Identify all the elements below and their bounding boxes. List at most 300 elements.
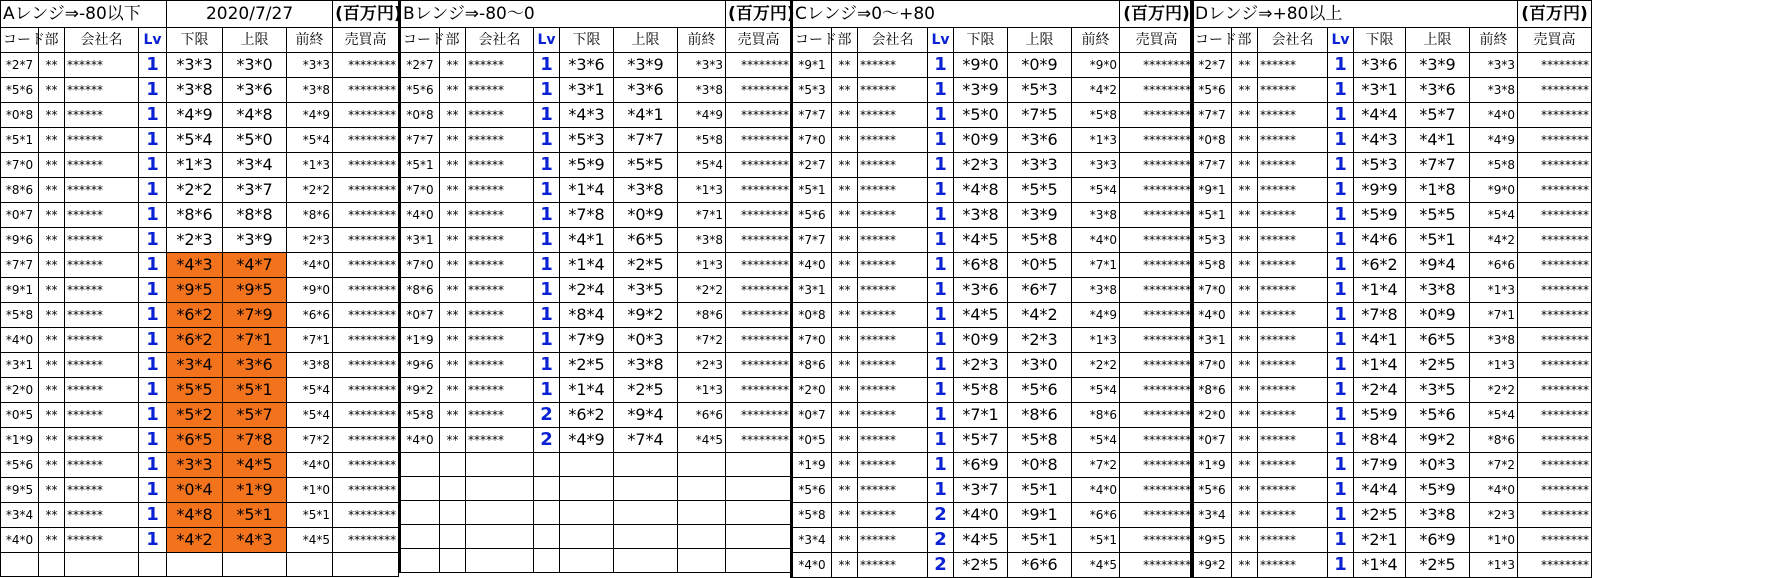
cell-upper[interactable]: *7*9 [223, 303, 287, 328]
cell-code[interactable]: *5*8 [792, 503, 832, 528]
cell-lower[interactable]: *3*8 [954, 203, 1008, 228]
cell-prev[interactable]: *4*0 [1072, 478, 1120, 503]
cell-name[interactable]: ****** [65, 103, 139, 128]
cell-name[interactable]: ****** [466, 278, 534, 303]
cell-lower[interactable]: *4*4 [1354, 103, 1406, 128]
cell-code[interactable]: *7*0 [1192, 278, 1232, 303]
cell-lower[interactable]: *7*8 [1354, 303, 1406, 328]
cell-lower[interactable]: *3*6 [560, 53, 614, 78]
cell-prev[interactable]: *5*4 [287, 378, 333, 403]
cell-sales[interactable]: ******** [333, 303, 399, 328]
cell-sales[interactable]: ******** [1120, 78, 1194, 103]
cell-lv[interactable]: 1 [1328, 453, 1354, 478]
cell-lower[interactable]: *3*4 [167, 353, 223, 378]
cell-code[interactable]: *0*5 [792, 428, 832, 453]
cell-name[interactable]: ****** [466, 428, 534, 453]
cell-upper[interactable]: *5*5 [614, 153, 678, 178]
cell-dept[interactable]: ** [832, 478, 858, 503]
cell-sales[interactable]: ******** [1120, 528, 1194, 553]
cell-code[interactable]: *3*4 [792, 528, 832, 553]
cell-upper[interactable]: *5*1 [1008, 528, 1072, 553]
cell-sales[interactable]: ******** [333, 328, 399, 353]
cell-name[interactable] [466, 477, 534, 501]
cell-sales[interactable] [726, 453, 792, 477]
cell-prev[interactable]: *5*4 [1072, 428, 1120, 453]
cell-sales[interactable]: ******** [1120, 303, 1194, 328]
cell-dept[interactable]: ** [39, 378, 65, 403]
cell-dept[interactable]: ** [832, 178, 858, 203]
cell-lv[interactable]: 1 [928, 378, 954, 403]
cell-sales[interactable]: ******** [726, 303, 792, 328]
cell-upper[interactable]: *2*5 [1406, 353, 1470, 378]
cell-dept[interactable]: ** [1232, 178, 1258, 203]
cell-dept[interactable]: ** [1232, 228, 1258, 253]
cell-code[interactable]: *3*1 [400, 228, 440, 253]
cell-code[interactable]: *9*1 [1, 278, 39, 303]
cell-name[interactable]: ****** [1258, 53, 1328, 78]
cell-code[interactable]: *2*7 [400, 53, 440, 78]
cell-dept[interactable]: ** [832, 403, 858, 428]
cell-upper[interactable]: *0*5 [1008, 253, 1072, 278]
cell-name[interactable]: ****** [858, 328, 928, 353]
cell-lower[interactable] [560, 477, 614, 501]
cell-upper[interactable] [614, 525, 678, 549]
cell-name[interactable]: ****** [858, 103, 928, 128]
cell-lower[interactable]: *5*3 [560, 128, 614, 153]
cell-code[interactable]: *4*0 [792, 253, 832, 278]
cell-lower[interactable]: *4*1 [1354, 328, 1406, 353]
cell-sales[interactable]: ******** [726, 403, 792, 428]
cell-prev[interactable]: *5*4 [1470, 403, 1518, 428]
cell-lower[interactable]: *0*4 [167, 478, 223, 503]
cell-code[interactable]: *1*9 [792, 453, 832, 478]
cell-code[interactable]: *3*1 [1, 353, 39, 378]
cell-lv[interactable]: 1 [1328, 353, 1354, 378]
cell-name[interactable]: ****** [1258, 303, 1328, 328]
cell-prev[interactable]: *3*8 [287, 353, 333, 378]
cell-code[interactable]: *1*9 [400, 328, 440, 353]
cell-sales[interactable]: ******** [333, 503, 399, 528]
cell-lower[interactable]: *4*8 [167, 503, 223, 528]
cell-lv[interactable]: 1 [534, 78, 560, 103]
cell-lower[interactable]: *4*5 [954, 303, 1008, 328]
cell-sales[interactable] [726, 501, 792, 525]
cell-lv[interactable]: 1 [139, 278, 167, 303]
cell-prev[interactable]: *7*1 [678, 203, 726, 228]
cell-name[interactable]: ****** [858, 453, 928, 478]
cell-code[interactable]: *5*6 [1192, 78, 1232, 103]
cell-sales[interactable] [726, 549, 792, 573]
cell-dept[interactable]: ** [39, 303, 65, 328]
cell-upper[interactable]: *0*8 [1008, 453, 1072, 478]
cell-upper[interactable]: *3*0 [1008, 353, 1072, 378]
cell-lower[interactable]: *5*2 [167, 403, 223, 428]
cell-name[interactable]: ****** [858, 128, 928, 153]
cell-name[interactable]: ****** [65, 378, 139, 403]
cell-lower[interactable] [560, 549, 614, 573]
cell-dept[interactable]: ** [832, 453, 858, 478]
cell-prev[interactable]: *1*3 [1470, 278, 1518, 303]
cell-upper[interactable]: *9*5 [223, 278, 287, 303]
cell-upper[interactable]: *2*5 [1406, 553, 1470, 578]
cell-lower[interactable]: *6*2 [167, 328, 223, 353]
cell-sales[interactable]: ******** [1518, 278, 1592, 303]
cell-lower[interactable]: *8*4 [1354, 428, 1406, 453]
cell-prev[interactable]: *1*0 [287, 478, 333, 503]
cell-sales[interactable]: ******** [1120, 503, 1194, 528]
cell-lower[interactable]: *1*4 [1354, 278, 1406, 303]
cell-sales[interactable] [726, 525, 792, 549]
cell-dept[interactable]: ** [832, 353, 858, 378]
cell-code[interactable]: *0*8 [1192, 128, 1232, 153]
cell-upper[interactable]: *5*7 [1406, 103, 1470, 128]
cell-name[interactable]: ****** [858, 528, 928, 553]
cell-sales[interactable]: ******** [726, 428, 792, 453]
cell-code[interactable]: *9*2 [400, 378, 440, 403]
cell-lower[interactable]: *6*2 [1354, 253, 1406, 278]
cell-lower[interactable]: *3*6 [1354, 53, 1406, 78]
cell-code[interactable]: *4*0 [400, 428, 440, 453]
cell-upper[interactable]: *5*1 [1406, 228, 1470, 253]
cell-lv[interactable]: 1 [928, 53, 954, 78]
cell-lv[interactable]: 1 [534, 203, 560, 228]
cell-name[interactable]: ****** [1258, 128, 1328, 153]
cell-name[interactable]: ****** [466, 53, 534, 78]
cell-lower[interactable]: *2*3 [954, 153, 1008, 178]
cell-sales[interactable]: ******** [1518, 153, 1592, 178]
cell-prev[interactable]: *3*8 [678, 78, 726, 103]
cell-lv[interactable]: 1 [928, 103, 954, 128]
cell-lv[interactable]: 1 [1328, 128, 1354, 153]
cell-sales[interactable]: ******** [1518, 203, 1592, 228]
cell-dept[interactable]: ** [1232, 378, 1258, 403]
cell-lv[interactable]: 1 [928, 128, 954, 153]
cell-lower[interactable]: *2*5 [1354, 503, 1406, 528]
cell-lv[interactable]: 1 [139, 203, 167, 228]
cell-code[interactable] [400, 549, 440, 573]
cell-lv[interactable]: 1 [139, 53, 167, 78]
cell-sales[interactable]: ******** [1518, 478, 1592, 503]
cell-lv[interactable]: 1 [534, 378, 560, 403]
cell-prev[interactable]: *8*6 [1470, 428, 1518, 453]
cell-name[interactable]: ****** [858, 53, 928, 78]
cell-code[interactable]: *5*6 [1192, 478, 1232, 503]
cell-dept[interactable]: ** [440, 53, 466, 78]
cell-code[interactable]: *3*4 [1, 503, 39, 528]
cell-upper[interactable]: *3*8 [614, 353, 678, 378]
cell-lv[interactable]: 1 [928, 328, 954, 353]
cell-dept[interactable]: ** [1232, 253, 1258, 278]
cell-lv[interactable]: 1 [139, 128, 167, 153]
cell-upper[interactable]: *5*0 [223, 128, 287, 153]
cell-code[interactable] [400, 477, 440, 501]
cell-code[interactable]: *7*0 [1192, 353, 1232, 378]
cell-dept[interactable]: ** [1232, 328, 1258, 353]
cell-name[interactable]: ****** [858, 378, 928, 403]
cell-prev[interactable]: *7*2 [678, 328, 726, 353]
cell-upper[interactable]: *3*6 [1406, 78, 1470, 103]
cell-upper[interactable]: *3*5 [1406, 378, 1470, 403]
cell-name[interactable]: ****** [858, 278, 928, 303]
cell-code[interactable]: *9*5 [1, 478, 39, 503]
cell-sales[interactable]: ******** [1120, 453, 1194, 478]
cell-name[interactable]: ****** [858, 228, 928, 253]
cell-lv[interactable]: 1 [1328, 328, 1354, 353]
cell-lower[interactable]: *7*8 [560, 203, 614, 228]
cell-lower[interactable]: *7*1 [954, 403, 1008, 428]
cell-upper[interactable]: *5*1 [1008, 478, 1072, 503]
cell-lv[interactable]: 1 [1328, 528, 1354, 553]
cell-sales[interactable]: ******** [726, 253, 792, 278]
cell-lv[interactable]: 1 [1328, 428, 1354, 453]
cell-dept[interactable]: ** [39, 328, 65, 353]
cell-code[interactable] [400, 525, 440, 549]
cell-lv[interactable]: 1 [139, 328, 167, 353]
cell-dept[interactable]: ** [832, 328, 858, 353]
cell-sales[interactable]: ******** [726, 78, 792, 103]
cell-upper[interactable]: *2*5 [614, 378, 678, 403]
cell-lower[interactable]: *4*2 [167, 528, 223, 553]
cell-dept[interactable]: ** [1232, 303, 1258, 328]
cell-lv[interactable]: 1 [139, 453, 167, 478]
cell-name[interactable]: ****** [1258, 228, 1328, 253]
cell-lv[interactable]: 1 [534, 278, 560, 303]
cell-lower[interactable]: *4*8 [954, 178, 1008, 203]
cell-lower[interactable]: *5*7 [954, 428, 1008, 453]
cell-lv[interactable]: 1 [928, 353, 954, 378]
cell-lower[interactable]: *7*9 [1354, 453, 1406, 478]
cell-lower[interactable]: *3*8 [167, 78, 223, 103]
cell-sales[interactable]: ******** [333, 378, 399, 403]
cell-dept[interactable]: ** [440, 253, 466, 278]
cell-prev[interactable]: *4*0 [1470, 103, 1518, 128]
cell-name[interactable] [65, 553, 139, 577]
cell-name[interactable]: ****** [858, 78, 928, 103]
cell-dept[interactable]: ** [440, 228, 466, 253]
cell-prev[interactable] [678, 477, 726, 501]
cell-prev[interactable]: *7*2 [1470, 453, 1518, 478]
cell-prev[interactable]: *6*6 [1470, 253, 1518, 278]
cell-sales[interactable]: ******** [333, 453, 399, 478]
cell-prev[interactable]: *3*8 [287, 78, 333, 103]
cell-dept[interactable] [440, 501, 466, 525]
cell-dept[interactable]: ** [440, 153, 466, 178]
cell-dept[interactable]: ** [1232, 553, 1258, 578]
cell-upper[interactable]: *3*7 [223, 178, 287, 203]
cell-upper[interactable]: *3*4 [223, 153, 287, 178]
cell-dept[interactable]: ** [440, 378, 466, 403]
cell-dept[interactable] [440, 525, 466, 549]
cell-code[interactable]: *8*6 [1192, 378, 1232, 403]
cell-prev[interactable]: *2*2 [287, 178, 333, 203]
cell-code[interactable]: *2*0 [792, 378, 832, 403]
cell-lower[interactable]: *4*1 [560, 228, 614, 253]
cell-sales[interactable]: ******** [726, 53, 792, 78]
cell-name[interactable]: ****** [1258, 403, 1328, 428]
cell-code[interactable]: *5*8 [400, 403, 440, 428]
cell-lv[interactable]: 1 [928, 153, 954, 178]
cell-lower[interactable]: *2*5 [560, 353, 614, 378]
cell-upper[interactable]: *6*5 [614, 228, 678, 253]
cell-code[interactable]: *7*0 [400, 178, 440, 203]
cell-upper[interactable]: *7*8 [223, 428, 287, 453]
cell-name[interactable] [466, 549, 534, 573]
cell-prev[interactable]: *3*3 [678, 53, 726, 78]
cell-upper[interactable]: *5*3 [1008, 78, 1072, 103]
cell-prev[interactable]: *2*2 [1470, 378, 1518, 403]
cell-lv[interactable]: 1 [928, 203, 954, 228]
cell-code[interactable]: *7*7 [792, 228, 832, 253]
cell-dept[interactable]: ** [832, 528, 858, 553]
cell-lv[interactable] [139, 553, 167, 577]
cell-sales[interactable]: ******** [333, 353, 399, 378]
cell-prev[interactable]: *9*0 [1470, 178, 1518, 203]
cell-lower[interactable]: *2*5 [954, 553, 1008, 578]
cell-lv[interactable]: 1 [928, 228, 954, 253]
cell-prev[interactable]: *1*3 [678, 378, 726, 403]
cell-lower[interactable]: *4*3 [167, 253, 223, 278]
cell-name[interactable]: ****** [1258, 253, 1328, 278]
cell-lv[interactable]: 1 [1328, 403, 1354, 428]
cell-prev[interactable]: *5*8 [1072, 103, 1120, 128]
cell-sales[interactable]: ******** [1518, 78, 1592, 103]
cell-prev[interactable]: *9*0 [287, 278, 333, 303]
cell-upper[interactable]: *5*5 [1008, 178, 1072, 203]
cell-dept[interactable]: ** [440, 178, 466, 203]
cell-code[interactable] [400, 453, 440, 477]
cell-sales[interactable]: ******** [726, 328, 792, 353]
cell-name[interactable]: ****** [1258, 153, 1328, 178]
cell-sales[interactable]: ******** [726, 178, 792, 203]
cell-lower[interactable]: *1*4 [560, 178, 614, 203]
cell-name[interactable]: ****** [1258, 428, 1328, 453]
cell-name[interactable]: ****** [466, 203, 534, 228]
cell-name[interactable] [466, 525, 534, 549]
cell-sales[interactable]: ******** [1120, 353, 1194, 378]
cell-lv[interactable]: 1 [139, 403, 167, 428]
cell-dept[interactable] [440, 549, 466, 573]
cell-code[interactable]: *9*2 [1192, 553, 1232, 578]
cell-name[interactable]: ****** [858, 253, 928, 278]
cell-name[interactable]: ****** [65, 78, 139, 103]
cell-prev[interactable]: *4*2 [1470, 228, 1518, 253]
cell-upper[interactable]: *5*6 [1406, 403, 1470, 428]
cell-dept[interactable]: ** [440, 428, 466, 453]
cell-lower[interactable] [560, 453, 614, 477]
cell-sales[interactable]: ******** [726, 203, 792, 228]
cell-dept[interactable]: ** [832, 278, 858, 303]
cell-dept[interactable]: ** [1232, 428, 1258, 453]
cell-name[interactable]: ****** [65, 303, 139, 328]
cell-dept[interactable]: ** [1232, 128, 1258, 153]
cell-code[interactable]: *2*0 [1, 378, 39, 403]
cell-upper[interactable]: *5*8 [1008, 428, 1072, 453]
cell-lower[interactable]: *9*0 [954, 53, 1008, 78]
cell-code[interactable] [400, 501, 440, 525]
cell-prev[interactable]: *2*3 [287, 228, 333, 253]
cell-lower[interactable]: *4*4 [1354, 478, 1406, 503]
cell-sales[interactable]: ******** [1518, 503, 1592, 528]
cell-lower[interactable]: *4*9 [560, 428, 614, 453]
cell-prev[interactable]: *3*8 [1470, 78, 1518, 103]
cell-lower[interactable]: *1*4 [560, 253, 614, 278]
cell-dept[interactable]: ** [39, 403, 65, 428]
cell-dept[interactable]: ** [39, 53, 65, 78]
cell-code[interactable]: *5*3 [792, 78, 832, 103]
cell-lower[interactable]: *5*4 [167, 128, 223, 153]
cell-name[interactable]: ****** [1258, 503, 1328, 528]
cell-sales[interactable]: ******** [1120, 228, 1194, 253]
cell-dept[interactable]: ** [832, 428, 858, 453]
cell-prev[interactable]: *2*2 [678, 278, 726, 303]
cell-sales[interactable]: ******** [1518, 378, 1592, 403]
cell-sales[interactable]: ******** [1120, 153, 1194, 178]
cell-code[interactable]: *7*0 [1, 153, 39, 178]
cell-dept[interactable]: ** [1232, 403, 1258, 428]
cell-dept[interactable] [440, 453, 466, 477]
cell-upper[interactable]: *7*1 [223, 328, 287, 353]
cell-dept[interactable]: ** [440, 278, 466, 303]
cell-code[interactable]: *5*1 [792, 178, 832, 203]
cell-name[interactable]: ****** [858, 403, 928, 428]
cell-dept[interactable]: ** [39, 478, 65, 503]
cell-lv[interactable]: 1 [1328, 78, 1354, 103]
cell-lower[interactable]: *3*1 [1354, 78, 1406, 103]
cell-name[interactable]: ****** [858, 153, 928, 178]
cell-sales[interactable]: ******** [333, 128, 399, 153]
cell-lower[interactable]: *2*4 [560, 278, 614, 303]
cell-upper[interactable]: *1*8 [1406, 178, 1470, 203]
cell-sales[interactable]: ******** [1518, 178, 1592, 203]
cell-upper[interactable]: *0*3 [614, 328, 678, 353]
cell-code[interactable]: *4*0 [1192, 303, 1232, 328]
cell-dept[interactable]: ** [39, 253, 65, 278]
cell-lower[interactable]: *2*4 [1354, 378, 1406, 403]
cell-prev[interactable]: *8*6 [287, 203, 333, 228]
cell-sales[interactable]: ******** [1120, 378, 1194, 403]
cell-name[interactable]: ****** [65, 353, 139, 378]
cell-upper[interactable]: *4*1 [614, 103, 678, 128]
cell-upper[interactable]: *0*3 [1406, 453, 1470, 478]
cell-dept[interactable]: ** [39, 128, 65, 153]
cell-lower[interactable]: *1*3 [167, 153, 223, 178]
cell-dept[interactable]: ** [39, 453, 65, 478]
cell-lv[interactable]: 1 [928, 178, 954, 203]
cell-upper[interactable]: *3*3 [1008, 153, 1072, 178]
cell-dept[interactable]: ** [440, 403, 466, 428]
cell-name[interactable]: ****** [65, 228, 139, 253]
cell-lv[interactable]: 1 [534, 103, 560, 128]
cell-prev[interactable]: *1*3 [1072, 328, 1120, 353]
cell-upper[interactable]: *3*6 [223, 78, 287, 103]
cell-name[interactable]: ****** [65, 428, 139, 453]
cell-lv[interactable]: 1 [1328, 228, 1354, 253]
cell-lv[interactable]: 1 [928, 253, 954, 278]
cell-code[interactable]: *0*8 [1, 103, 39, 128]
cell-code[interactable]: *9*6 [400, 353, 440, 378]
cell-upper[interactable]: *3*8 [1406, 278, 1470, 303]
cell-name[interactable]: ****** [466, 328, 534, 353]
cell-dept[interactable]: ** [1232, 278, 1258, 303]
cell-lv[interactable]: 1 [139, 153, 167, 178]
cell-name[interactable]: ****** [65, 328, 139, 353]
cell-upper[interactable]: *9*2 [614, 303, 678, 328]
cell-sales[interactable]: ******** [333, 428, 399, 453]
cell-lv[interactable]: 1 [1328, 378, 1354, 403]
cell-lv[interactable]: 1 [928, 303, 954, 328]
cell-lower[interactable]: *5*9 [560, 153, 614, 178]
cell-sales[interactable]: ******** [1518, 553, 1592, 578]
